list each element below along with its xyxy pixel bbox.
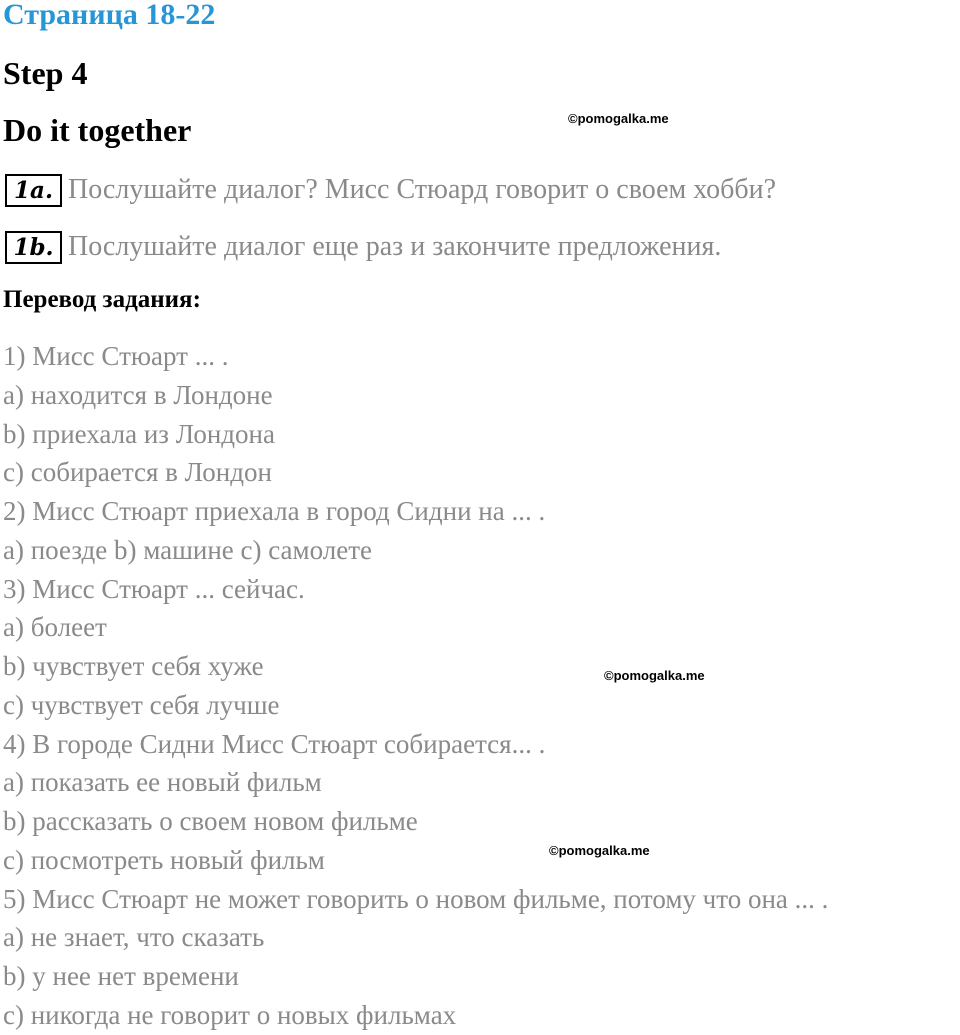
answer-option: a) показать ее новый фильм	[3, 767, 322, 798]
section-title: Do it together	[3, 112, 192, 148]
watermark: ©pomogalka.me	[604, 668, 705, 683]
task-text-1b: Послушайте диалог еще раз и закончите предложения.	[68, 231, 722, 262]
page-title: Страница 18-22	[3, 0, 216, 31]
answer-option: b) у нее нет времени	[3, 961, 239, 991]
answer-option: a) болеет	[3, 612, 107, 643]
task-text-1a: Послушайте диалог? Мисс Стюард говорит о своем хобби?	[68, 174, 777, 205]
question-line: 5) Мисс Стюарт не может говорить о новом фильме, потому что она ... .	[3, 883, 829, 914]
answer-option: b) рассказать о своем новом фильме	[3, 806, 418, 836]
answer-option: c) собирается в Лондон	[3, 457, 272, 488]
answer-option: a) поезде b) машине c) самолете	[3, 534, 373, 565]
answer-option: c) чувствует себя лучше	[3, 689, 280, 720]
answer-option: c) посмотреть новый фильм	[3, 844, 325, 875]
answer-option: b) чувствует себя хуже	[3, 651, 264, 681]
answer-option: c) никогда не говорит о новых фильмах	[3, 999, 457, 1030]
question-line: 1) Мисс Стюарт ... .	[3, 341, 229, 371]
task-badge-1a: 1a.	[5, 174, 62, 207]
task-1b	[5, 229, 721, 265]
question-line: 3) Мисс Стюарт ... сейчас.	[3, 573, 305, 604]
question-line: 4) В городе Сидни Мисс Стюарт собирается... .	[3, 728, 546, 759]
translation-lines	[3, 337, 960, 1035]
answer-option: a) не знает, что сказать	[3, 922, 265, 953]
watermark: ©pomogalka.me	[549, 843, 650, 858]
translation-heading: Перевод задания:	[3, 286, 201, 313]
answer-option: a) находится в Лондоне	[3, 379, 273, 410]
step-title: Step 4	[3, 55, 88, 91]
watermark: ©pomogalka.me	[568, 111, 669, 126]
answer-option: b) приехала из Лондона	[3, 418, 275, 449]
task-badge-1b: 1b.	[5, 231, 62, 264]
task-1a	[5, 172, 776, 208]
question-line: 2) Мисс Стюарт приехала в город Сидни на ... .	[3, 496, 546, 526]
